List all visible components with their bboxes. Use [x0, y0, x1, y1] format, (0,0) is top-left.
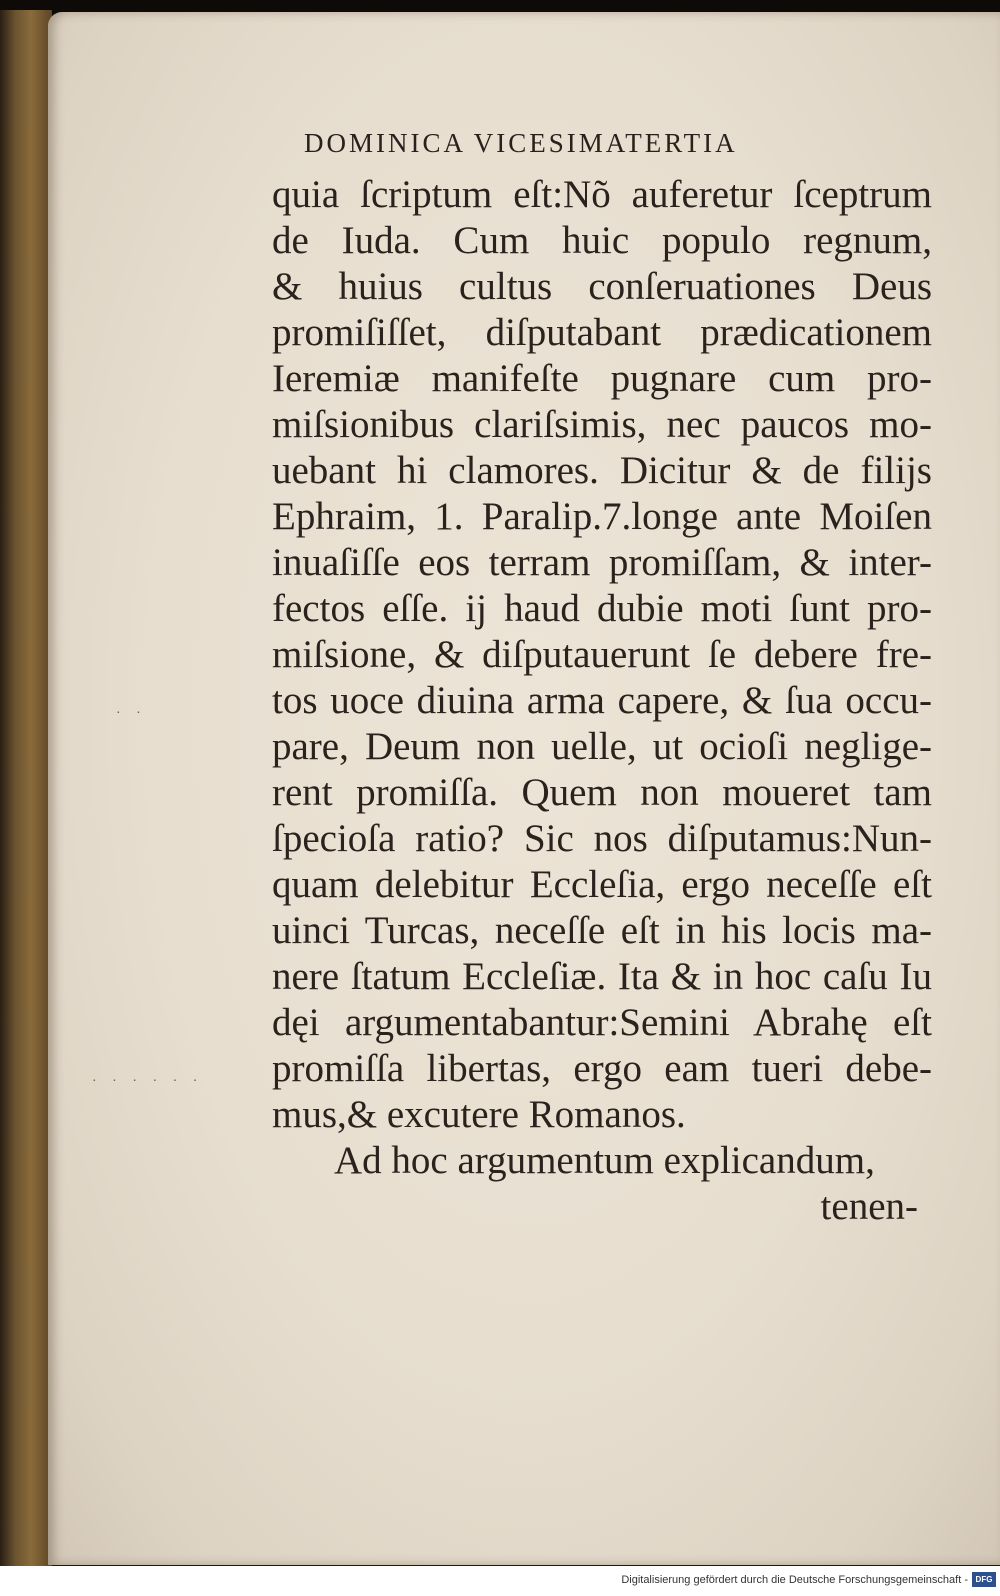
text-line: dęi argumentabantur:Semini Abrahę eſt [272, 1001, 932, 1044]
text-line: uebant hi clamores. Dicitur & de filijs [272, 449, 932, 492]
text-line: miſsione, & diſputauerunt ſe debere fre- [272, 633, 932, 676]
text-line: fectos eſſe. ij haud dubie moti ſunt pro- [272, 587, 932, 630]
digitization-footer [0, 1566, 1000, 1596]
text-line: quam delebitur Eccleſia, ergo neceſſe eſt [272, 863, 932, 906]
text-line: inuaſiſſe eos terram promiſſam, & inter- [272, 541, 932, 584]
book-binding-edge [0, 10, 52, 1566]
text-line: nere ſtatum Eccleſiæ. Ita & in hoc caſu Iu [272, 955, 932, 998]
text-line: pare, Deum non uelle, ut ocioſi neglige- [272, 725, 932, 768]
text-line: de Iuda. Cum huic populo regnum, [272, 219, 932, 262]
dfg-logo: DFG [972, 1572, 996, 1587]
text-line: quia ſcriptum eſt:Nõ auferetur ſceptrum [272, 173, 932, 216]
text-line: Ephraim, 1. Paralip.7.longe ante Moiſen [272, 495, 932, 538]
text-line: tos uoce diuina arma capere, & ſua occu- [272, 679, 932, 722]
paragraph-opening-line: Ad hoc argumentum explicandum, [334, 1139, 875, 1182]
text-line: rent promiſſa. Quem non moueret tam [272, 771, 932, 814]
text-line: uinci Turcas, neceſſe eſt in his locis ma- [272, 909, 932, 952]
text-line: Ieremiæ manifeſte pugnare cum pro- [272, 357, 932, 400]
text-line: miſsionibus clariſsimis, nec paucos mo- [272, 403, 932, 446]
margin-ink-specks: · · [116, 706, 147, 721]
catchword: tenen- [820, 1185, 918, 1228]
text-line: promiſſa libertas, ergo eam tueri debe- [272, 1047, 932, 1090]
funding-credit: Digitalisierung gefördert durch die Deutsche Forschungsgemeinschaft - [621, 1574, 968, 1586]
text-line: promiſiſſet, diſputabant prædicationem [272, 311, 932, 354]
text-line: ſpecioſa ratio? Sic nos diſputamus:Nun- [272, 817, 932, 860]
text-line: & huius cultus conſeruationes Deus [272, 265, 932, 308]
running-head: DOMINICA VICESIMATERTIA [304, 128, 738, 158]
margin-ink-specks: · · · · · · [92, 1074, 204, 1089]
body-text [272, 172, 932, 1230]
text-line: mus,& excutere Romanos. [272, 1093, 686, 1136]
